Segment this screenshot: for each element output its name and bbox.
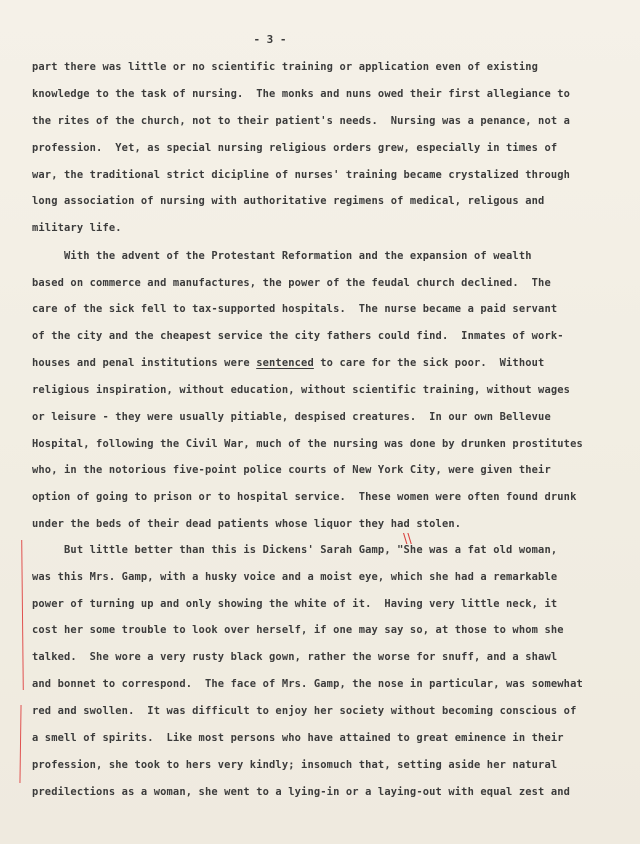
text-line: who, in the notorious five-point police courts of New York City, were given their bbox=[32, 464, 551, 476]
text-line: part there was little or no scientific training or application even of existing bbox=[32, 61, 539, 73]
text-line: and bonnet to correspond. The face of Mrs. Gamp, the nose in particular, was somewhat bbox=[32, 678, 583, 690]
margin-mark-line bbox=[19, 705, 21, 783]
text-line: houses and penal institutions were sentenced to care for the sick poor. Without bbox=[32, 357, 545, 369]
page-number: - 3 - bbox=[253, 33, 287, 46]
text-line: Hospital, following the Civil War, much of the nursing was done by drunken prostitutes bbox=[32, 438, 583, 450]
text-line: a smell of spirits. Like most persons who have attained to great eminence in their bbox=[32, 732, 564, 744]
text-line: profession. Yet, as special nursing religious orders grew, especially in times of bbox=[32, 142, 558, 154]
text-line-tail: to care for the sick poor. Without bbox=[313, 357, 545, 369]
text-line: long association of nursing with authoritative regimens of medical, religous and bbox=[32, 195, 545, 207]
text-line: religious inspiration, without education, without scientific training, without wages bbox=[32, 384, 571, 396]
text-line: predilections as a woman, she went to a lying-in or a laying-out with equal zest and bbox=[32, 786, 571, 798]
text-line: of the city and the cheapest service the city fathers could find. Inmates of work- bbox=[32, 330, 564, 342]
insertion-caret-mark: \\ bbox=[403, 532, 412, 547]
text-line: military life. bbox=[32, 222, 122, 234]
text-line: care of the sick fell to tax-supported hospitals. The nurse became a paid servant bbox=[32, 303, 558, 315]
margin-mark-line bbox=[21, 540, 24, 690]
text-line: cost her some trouble to look over herself, if one may say so, at those to whom she bbox=[32, 624, 564, 636]
text-line: option of going to prison or to hospital service. These women were often found drunk bbox=[32, 491, 577, 503]
text-line: war, the traditional strict dicipline of nurses' training became crystalized through bbox=[32, 169, 571, 181]
text-line: With the advent of the Protestant Reformation and the expansion of wealth bbox=[32, 250, 532, 262]
text-line: under the beds of their dead patients whose liquor they had stolen. bbox=[32, 518, 462, 530]
text-line: power of turning up and only showing the white of it. Having very little neck, it bbox=[32, 598, 558, 610]
text-line: talked. She wore a very rusty black gown, rather the worse for snuff, and a shawl bbox=[32, 651, 558, 663]
text-line: or leisure - they were usually pitiable, despised creatures. In our own Bellevue bbox=[32, 411, 551, 423]
underlined-word: sentenced bbox=[256, 357, 314, 369]
text-line: red and swollen. It was difficult to enjoy her society without becoming conscious of bbox=[32, 705, 577, 717]
text-line: based on commerce and manufactures, the power of the feudal church declined. The bbox=[32, 277, 551, 289]
text-line: But little better than this is Dickens' Sarah Gamp, "She was a fat old woman, bbox=[32, 544, 558, 556]
text-line: was this Mrs. Gamp, with a husky voice and a moist eye, which she had a remarkable bbox=[32, 571, 558, 583]
text-line: profession, she took to hers very kindly; insomuch that, setting aside her natural bbox=[32, 759, 558, 771]
text-line: knowledge to the task of nursing. The monks and nuns owed their first allegiance to bbox=[32, 88, 571, 100]
text-line: the rites of the church, not to their patient's needs. Nursing was a penance, not a bbox=[32, 115, 571, 127]
